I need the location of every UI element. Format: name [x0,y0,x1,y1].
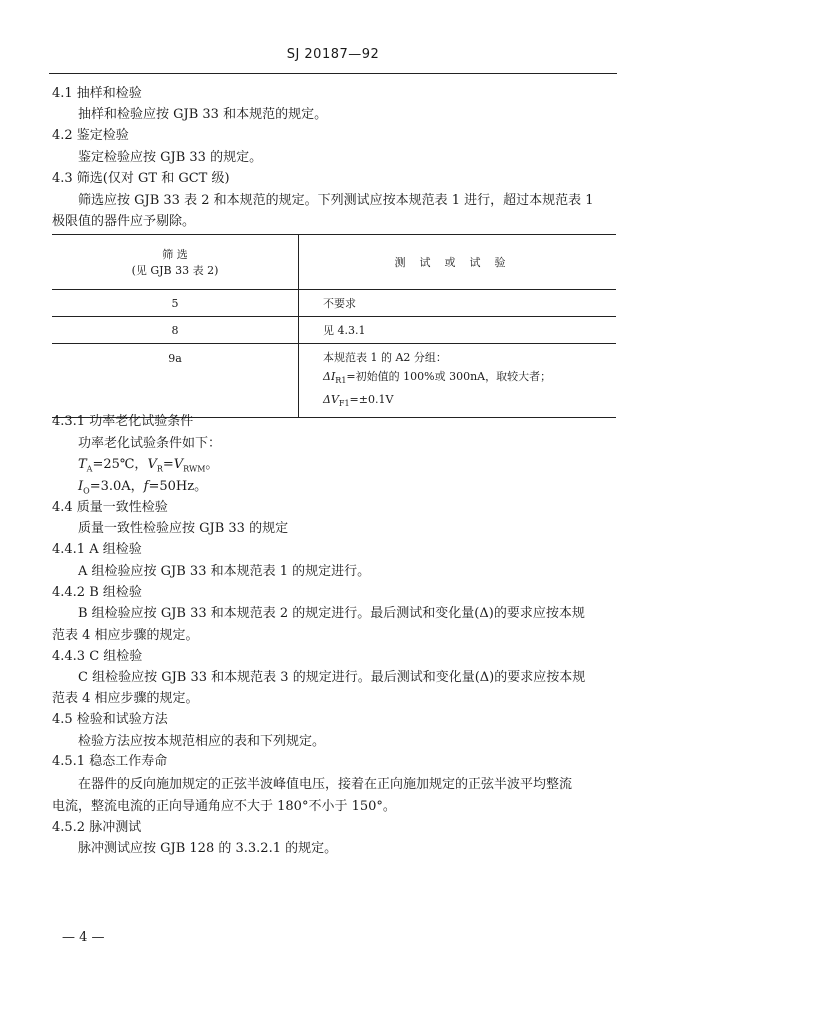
section-4-3-1-body: 功率老化试验条件如下： [78,436,222,451]
section-4-4-2-title: 4.4.2 B 组检验 [52,585,142,600]
section-4-5-1-body-line-2: 电流，整流电流的正向导通角应不大于 180°不小于 150°。 [52,799,396,814]
formula-line-2: $I_O=3.0A$，f=50Hz。 [78,479,208,496]
row-screen-cell: 9a [52,344,299,418]
table-header-screen [52,235,299,290]
table-header-row [52,235,616,290]
row-test-line-1: 本规范表 1 的 A2 分组： [323,350,447,364]
section-4-4-body: 质量一致性检验应按 GJB 33 的规定 [78,521,289,536]
section-4-4-1-body: A 组检验应按 GJB 33 和本规范表 1 的规定进行。 [78,564,371,579]
row-test-cell: 不要求 [299,290,617,317]
header-test-label: 测试或试验 [394,256,520,269]
section-4-3-1-title: 4.3.1 功率老化试验条件 [52,414,194,429]
table-header-test [299,235,617,290]
table-row [52,317,616,344]
doc-number: SJ 20187—92 [286,47,380,62]
row-screen-cell: 5 [52,290,299,317]
section-4-3-title: 4.3 筛选(仅对 GT 和 GCT 级) [52,171,230,186]
formula-line-1: $T_A=25℃$，$V_R=V_{RWM}$。 [78,457,219,474]
header-screen-ref: (见 GJB 33 表 2) [131,264,219,277]
section-4-2-body: 鉴定检验应按 GJB 33 的规定。 [78,150,263,165]
row-test-line-3: $\Delta V_{F1}=\pm 0.1V$ [323,393,394,409]
row-test-line-2: $\Delta I_{R1}=$初始值的 100%或 300nA，取较大者； [323,369,552,385]
section-4-5-2-body: 脉冲测试应按 GJB 128 的 3.3.2.1 的规定。 [78,841,338,856]
section-4-3-body-line-1: 筛选应按 GJB 33 表 2 和本规范的规定。下列测试应按本规范表 1 进行，超过本规范表 1 [78,193,594,208]
screening-table [52,234,616,418]
section-4-4-3-body-line-2: 范表 4 相应步骤的规定。 [52,691,199,706]
section-4-4-2-body-line-1: B 组检验应按 GJB 33 和本规范表 2 的规定进行。最后测试和变化量(Δ)的要求应按本规 [78,606,585,621]
section-4-4-1-title: 4.4.1 A 组检验 [52,542,142,557]
header-screen-label: 筛 选 [162,248,188,261]
section-4-5-2-title: 4.5.2 脉冲测试 [52,820,142,835]
section-4-5-1-body-line-1: 在器件的反向施加规定的正弦半波峰值电压，接着在正向施加规定的正弦半波平均整流 [78,777,573,792]
page-number: — 4 — [62,930,105,945]
section-4-1-title: 4.1 抽样和检验 [52,86,142,101]
section-4-1-body: 抽样和检验应按 GJB 33 和本规范的规定。 [78,107,328,122]
section-4-4-3-body-line-1: C 组检验应按 GJB 33 和本规范表 3 的规定进行。最后测试和变化量(Δ)的要求应按本规 [78,670,586,685]
row-test-cell: 见 4.3.1 [299,317,617,344]
section-4-2-title: 4.2 鉴定检验 [52,128,129,143]
table-row [52,344,616,418]
section-4-4-title: 4.4 质量一致性检验 [52,500,168,515]
row-test-cell [299,344,617,418]
section-4-5-1-title: 4.5.1 稳态工作寿命 [52,754,168,769]
table-row [52,290,616,317]
section-4-5-title: 4.5 检验和试验方法 [52,712,168,727]
section-4-4-2-body-line-2: 范表 4 相应步骤的规定。 [52,628,199,643]
section-4-5-body: 检验方法应按本规范相应的表和下列规定。 [78,734,326,749]
row-screen-cell: 8 [52,317,299,344]
document-header [49,47,617,74]
section-4-4-3-title: 4.4.3 C 组检验 [52,649,143,664]
section-4-3-body-line-2: 极限值的器件应予剔除。 [52,214,196,229]
